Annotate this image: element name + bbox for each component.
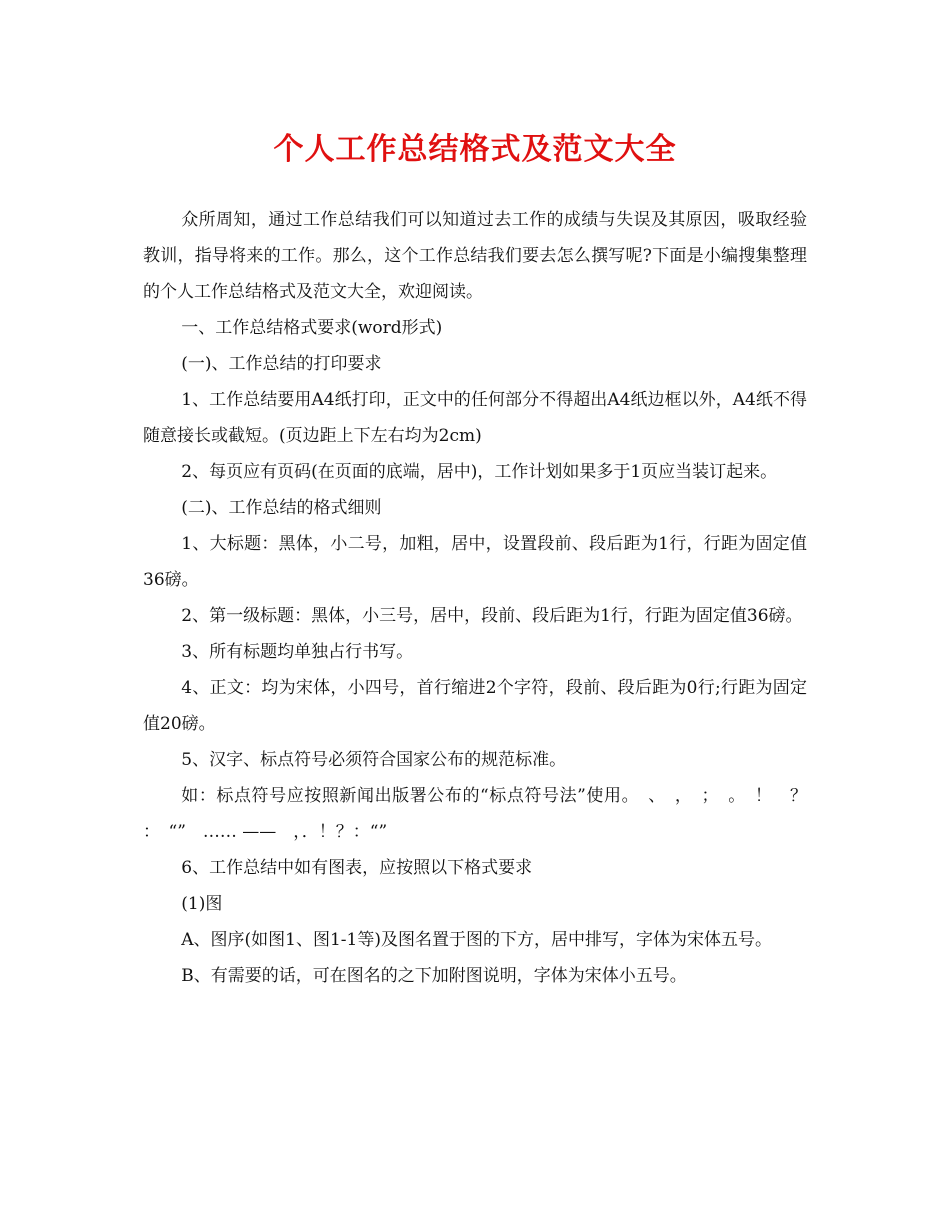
- format-rule-3: 3、所有标题均单独占行书写。: [181, 642, 414, 662]
- format-rule-5: 5、汉字、标点符号必须符合国家公布的规范标准。: [181, 750, 567, 770]
- intro-paragraph: 众所周知，通过工作总结我们可以知道过去工作的成绩与失误及其原因，吸取经验教训，指导将来的工作。那么，这个工作总结我们要去怎么撰写呢?下面是小编搜集整理的个人工作总结格式及范文大全，欢迎阅读。: [143, 210, 807, 302]
- subsection-heading-format: (二)、工作总结的格式细则: [181, 498, 382, 518]
- document-title: 个人工作总结格式及范文大全: [273, 132, 677, 167]
- format-rule-2: 2、第一级标题：黑体，小三号，居中，段前、段后距为1行，行距为固定值36磅。: [181, 606, 803, 626]
- figure-rule-a: A、图序(如图1、图1-1等)及图名置于图的下方，居中排写，字体为宋体五号。: [181, 930, 772, 950]
- section-heading-1: 一、工作总结格式要求(word形式): [181, 318, 443, 338]
- format-rule-1: 1、大标题：黑体，小二号，加粗，居中，设置段前、段后距为1行，行距为固定值36磅。: [143, 534, 807, 590]
- format-rule-6: 6、工作总结中如有图表，应按照以下格式要求: [181, 858, 533, 878]
- punctuation-example: 如：标点符号应按照新闻出版署公布的“标点符号法”使用。 、 ， ； 。 ！ ？ ： “” …… —— ，．！？：“”: [143, 786, 824, 842]
- subsection-heading-print: (一)、工作总结的打印要求: [181, 354, 382, 374]
- document-body: [143, 202, 824, 994]
- print-rule-1: 1、工作总结要用A4纸打印，正文中的任何部分不得超出A4纸边框以外，A4纸不得随意接长或截短。(页边距上下左右均为2cm): [143, 390, 807, 446]
- format-rule-4: 4、正文：均为宋体，小四号，首行缩进2个字符，段前、段后距为0行;行距为固定值20磅。: [143, 678, 807, 734]
- figure-rule-b: B、有需要的话，可在图名的之下加附图说明，字体为宋体小五号。: [181, 966, 687, 986]
- print-rule-2: 2、每页应有页码(在页面的底端，居中)，工作计划如果多于1页应当装订起来。: [181, 462, 778, 482]
- figure-heading: (1)图: [181, 894, 223, 914]
